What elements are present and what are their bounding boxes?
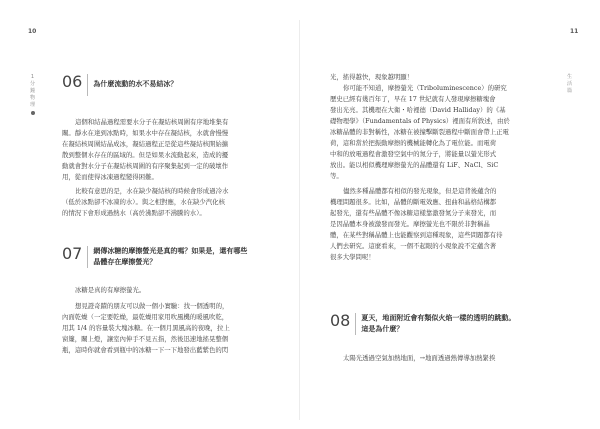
text-line: 體，在某些對稱晶體上也能觀察到這種現象，這些問題都有待: [330, 231, 503, 239]
question-title-line: 晶體存在摩擦螢光？: [93, 258, 157, 266]
text-line: 用其 1/4 的容量裝大塊冰糖。在一個月黑風高的夜晚，拉上: [62, 324, 230, 332]
side-tag-char: 理: [30, 102, 37, 108]
q06-paragraph-2: [62, 186, 276, 219]
q06-paragraph-1: [62, 117, 276, 183]
q07-paragraph-2: [62, 301, 276, 356]
question-title: [93, 246, 247, 268]
text-line: 歷史已經有幾百年了，早在 17 世紀就有人發現摩擦糖塊會: [330, 95, 496, 103]
page-number-right: 11: [570, 28, 579, 35]
text-line: 光，搖得越快，現象越明顯！: [330, 73, 414, 81]
text-line: 機理問題很多。比如，晶體的斷電效應、扭曲和晶格結構都: [330, 198, 497, 206]
text-line: 很多大學問呢！: [330, 253, 375, 261]
text-line: 比較有意思的是，水在缺少凝結核的時候會形成過冷水: [75, 187, 229, 195]
question-title-line: 夏天，地面附近會有類似火焰一樣的透明的跳動。: [361, 314, 516, 322]
gutter-divider: [299, 20, 300, 420]
question-title: 為什麼流動的水不易結冰？: [93, 80, 178, 88]
right-paragraph-1: [330, 72, 548, 182]
question-number: 08: [330, 313, 356, 335]
text-line: 發出光亮。其機理在大衛・哈裡德（David Halliday）的《基: [330, 106, 506, 114]
text-line: 散到整個水存在的區域的。但是如果水流動起來，造成的擾: [62, 151, 229, 159]
question-06-heading: [62, 74, 177, 96]
q07-paragraph-1: [62, 285, 276, 296]
side-tag-char: 物: [30, 95, 37, 101]
side-tag-dot-icon: [31, 111, 35, 115]
text-line: 用，從而使得冰凍過程變得困難。: [62, 173, 158, 181]
question-08-heading: [330, 313, 515, 335]
text-line: 你可能不知道，摩擦螢光（Triboluminescence）的研究: [343, 84, 507, 92]
question-number: 06: [62, 74, 88, 96]
text-line: 的情況下會形成過熱水（高於沸點卻不沸騰的水）。: [62, 209, 206, 217]
text-line: 起發光，還有些晶體不像冰糖這樣靠激發氮分子來發光，而: [330, 209, 497, 217]
text-line: 窗簾，關上燈，讓室內伸手不見五指，然後迅速地搖晃整個: [62, 335, 229, 343]
right-paragraph-2: [330, 186, 548, 263]
text-line: 想見證奇蹟的朋友可以做一個小實驗：找一個透明的，: [75, 302, 229, 310]
question-title-line: 這是為什麼？: [361, 325, 404, 333]
text-line: 太陽光透過空氣加熱地面，→地面透過熱傳導加熱緊挨: [343, 354, 496, 362]
text-line: 礎物理學》（Fundamentals of Physics）裡面有所敘述，由於: [330, 117, 510, 125]
text-line: 這個和結晶過程需要水分子在凝結核周圍有序地堆集有: [75, 118, 229, 126]
q08-paragraph-1: [330, 353, 548, 364]
text-line: 人們去研究。這麼看來，一個不起眼的小現象說不定蘊含著: [330, 242, 497, 250]
side-tag-char: 鐘: [30, 88, 37, 94]
question-title-line: 網傳冰糖的摩擦螢光是真的嗎？如果是，還有哪些: [93, 247, 248, 255]
text-line: 中和的放電過程會激發空氣中的氮分子，將能量以螢光形式: [330, 150, 497, 158]
side-tag-char: 生: [567, 74, 574, 80]
side-tag-char: 1: [30, 74, 36, 80]
side-tag-char: 活: [567, 81, 574, 87]
text-line: 儘然多種晶體都有相似的發光現象，但是這背後蘊含的: [343, 187, 497, 195]
question-07-heading: [62, 246, 247, 268]
text-line: 內面乾燥（一定要乾燥，最乾燥用家用吹風機的暖風吹乾，: [62, 313, 229, 321]
side-tag-char: 篇: [567, 88, 574, 94]
side-tag-left: [30, 74, 36, 115]
text-line: 關。靜水在達到冰點時，如果水中存在凝結核，水就會慢慢: [62, 129, 229, 137]
page-number-left: 10: [28, 28, 37, 35]
question-title: [361, 313, 515, 335]
text-line: 是因晶體本身被激發而發光。摩擦螢光也不限於非對稱晶: [330, 220, 490, 228]
text-line: 冰糖晶體的非對稱性，冰糖在被撞擊斷裂過程中斷面會帶上正電: [330, 128, 509, 136]
text-line: （低於冰點卻不冰凍的水）。與之相對應，水在缺少汽化核: [62, 198, 225, 206]
text-line: 等。: [330, 172, 343, 180]
side-tag-char: 分: [30, 81, 37, 87]
text-line: 荷，這和當於把振動摩擦的機械能轉化為了電位能。而電荷: [330, 139, 497, 147]
text-line: 瓶，這時你就會看到瓶中的冰糖一下一下地發出藍紫色的閃: [62, 346, 229, 354]
side-tag-right: [567, 74, 573, 95]
text-line: 冰糖是真的有摩擦螢光。: [75, 286, 146, 294]
text-line: 放出。能以相似機理摩擦螢光的晶體還有 LiF、NaCl、SiC: [330, 161, 499, 169]
text-line: 動就會對水分子在凝結核周圍的有序聚集起到一定的破壞作: [62, 162, 229, 170]
question-number: 07: [62, 246, 88, 268]
text-line: 在凝結核周圍結晶成冰，凝結過程正是從這些凝結核開始擴: [62, 140, 229, 148]
